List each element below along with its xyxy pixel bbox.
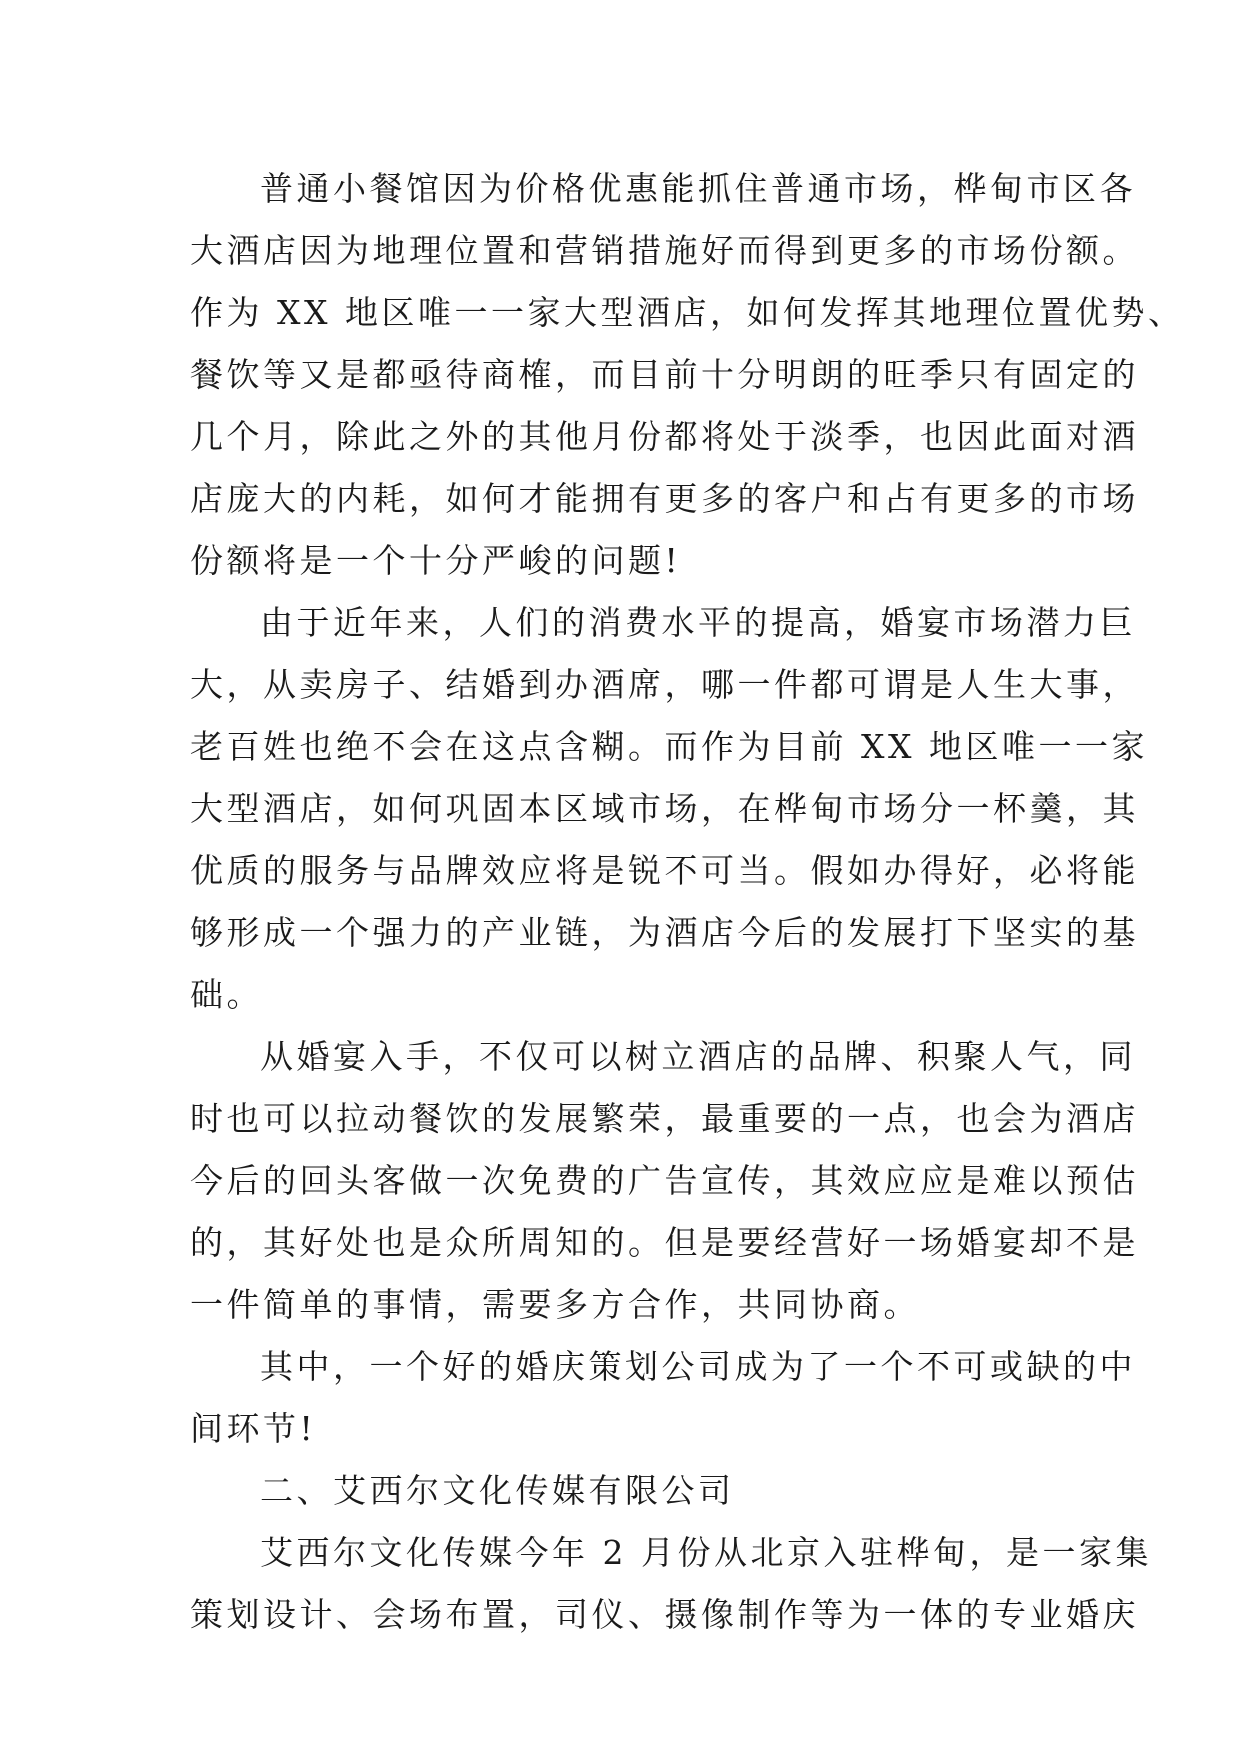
text-line: 其中，一个好的婚庆策划公司成为了一个不可或缺的中 <box>260 1347 1136 1386</box>
text-line: 的，其好处也是众所周知的。但是要经营好一场婚宴却不是 <box>190 1223 1139 1262</box>
text-line: 够形成一个强力的产业链，为酒店今后的发展打下坚实的基 <box>190 913 1139 952</box>
text-line: 几个月，除此之外的其他月份都将处于淡季，也因此面对酒 <box>190 417 1139 456</box>
text-line: 由于近年来，人们的消费水平的提高，婚宴市场潜力巨 <box>260 603 1136 642</box>
text-line: 艾西尔文化传媒今年 2 月份从北京入驻桦甸，是一家集 <box>260 1533 1152 1572</box>
document-body <box>190 158 1185 1646</box>
text-line: 餐饮等又是都亟待商榷，而目前十分明朗的旺季只有固定的 <box>190 355 1139 394</box>
text-line: 老百姓也绝不会在这点含糊。而作为目前 XX 地区唯一一家 <box>190 727 1148 766</box>
text-line: 间环节! <box>190 1409 317 1448</box>
text-line: 大型酒店，如何巩固本区域市场，在桦甸市场分一杯羹，其 <box>190 789 1139 828</box>
text-line: 时也可以拉动餐饮的发展繁荣，最重要的一点，也会为酒店 <box>190 1099 1139 1138</box>
text-line: 优质的服务与品牌效应将是锐不可当。假如办得好，必将能 <box>190 851 1139 890</box>
text-line: 大，从卖房子、结婚到办酒席，哪一件都可谓是人生大事， <box>190 665 1139 704</box>
text-line: 店庞大的内耗，如何才能拥有更多的客户和占有更多的市场 <box>190 479 1139 518</box>
text-line: 策划设计、会场布置，司仪、摄像制作等为一体的专业婚庆 <box>190 1595 1139 1634</box>
text-line: 础。 <box>190 975 263 1014</box>
section-heading: 二、艾西尔文化传媒有限公司 <box>260 1471 735 1510</box>
text-line: 今后的回头客做一次免费的广告宣传，其效应应是难以预估 <box>190 1161 1139 1200</box>
text-line: 大酒店因为地理位置和营销措施好而得到更多的市场份额。 <box>190 231 1139 270</box>
text-line: 普通小餐馆因为价格优惠能抓住普通市场，桦甸市区各 <box>260 169 1136 208</box>
text-line: 一件简单的事情，需要多方合作，共同协商。 <box>190 1285 920 1324</box>
text-line: 份额将是一个十分严峻的问题! <box>190 541 682 580</box>
text-line: 作为 XX 地区唯一一家大型酒店，如何发挥其地理位置优势、 <box>190 293 1185 332</box>
text-line: 从婚宴入手，不仅可以树立酒店的品牌、积聚人气，同 <box>260 1037 1136 1076</box>
